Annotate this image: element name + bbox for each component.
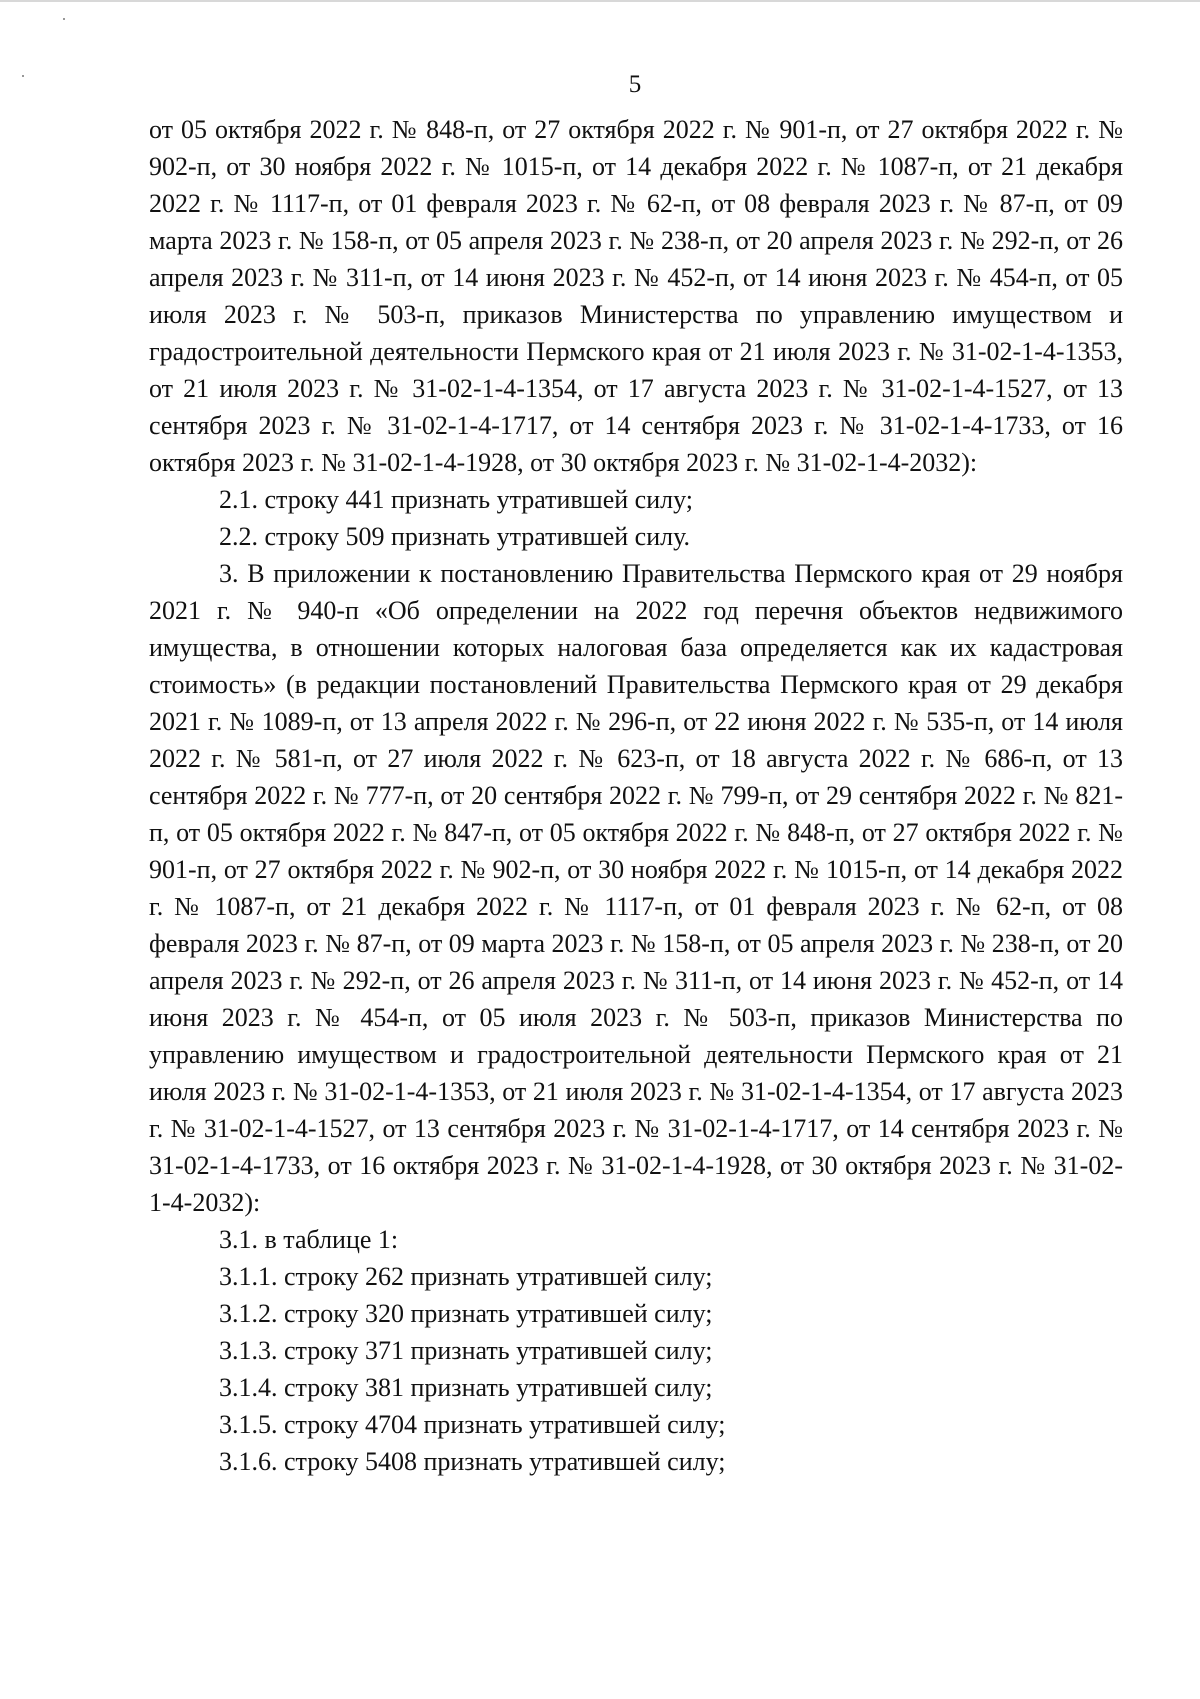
paragraph-continuation: от 05 октября 2022 г. № 848-п, от 27 октября 2022 г. № 901-п, от 27 октября 2022 г. № 902-п, от 30 ноября 2022 г. № 1015-п, от 14 декабря 2022 г. № 1087-п, от 21 декабря 2022 г. № 1117-п, от 01 февраля 2023 г. № 62-п, от 08 февраля 2023 г. № 87-п, от 09 марта 2023 г. № 158-п, от 05 апреля 2023 г. № 238-п, от 20 апреля 2023 г. № 292-п, от 26 апреля 2023 г. № 311-п, от 14 июня 2023 г. № 452-п, от 14 июня 2023 г. № 454-п, от 05 июля 2023 г. № 503-п, приказов Министерства по управлению имуществом и градостроительной деятельности Пермского края от 21 июля 2023 г. № 31-02-1-4-1353, от 21 июля 2023 г. № 31-02-1-4-1354, от 17 августа 2023 г. № 31-02-1-4-1527, от 13 сентября 2023 г. № 31-02-1-4-1717, от 14 сентября 2023 г. № 31-02-1-4-1733, от 16 октября 2023 г. № 31-02-1-4-1928, от 30 октября 2023 г. № 31-02-1-4-2032):	[149, 115, 1123, 477]
clause-3-1-5: 3.1.5. строку 4704 признать утратившей силу;	[219, 1410, 726, 1439]
clause-3-1-6: 3.1.6. строку 5408 признать утратившей силу;	[219, 1447, 726, 1476]
clause-3-1-1: 3.1.1. строку 262 признать утратившей силу;	[219, 1262, 713, 1291]
clause-2-2: 2.2. строку 509 признать утратившей силу.	[219, 522, 690, 551]
clause-3-1: 3.1. в таблице 1:	[219, 1225, 399, 1254]
clause-3-1-2: 3.1.2. строку 320 признать утратившей силу;	[219, 1299, 713, 1328]
clause-3-1-4: 3.1.4. строку 381 признать утратившей силу;	[219, 1373, 713, 1402]
clause-3: 3. В приложении к постановлению Правительства Пермского края от 29 ноября 2021 г. № 940-п «Об определении на 2022 год перечня объектов недвижимого имущества, в отношении которых налоговая база определяется как их кадастровая стоимость» (в редакции постановлений Правительства Пермского края от 29 декабря 2021 г. № 1089-п, от 13 апреля 2022 г. № 296-п, от 22 июня 2022 г. № 535-п, от 14 июля 2022 г. № 581-п, от 27 июля 2022 г. № 623-п, от 18 августа 2022 г. № 686-п, от 13 сентября 2022 г. № 777-п, от 20 сентября 2022 г. № 799-п, от 29 сентября 2022 г. № 821-п, от 05 октября 2022 г. № 847-п, от 05 октября 2022 г. № 848-п, от 27 октября 2022 г. № 901-п, от 27 октября 2022 г. № 902-п, от 30 ноября 2022 г. № 1015-п, от 14 декабря 2022 г. № 1087-п, от 21 декабря 2022 г. № 1117-п, от 01 февраля 2023 г. № 62-п, от 08 февраля 2023 г. № 87-п, от 09 марта 2023 г. № 158-п, от 05 апреля 2023 г. № 238-п, от 20 апреля 2023 г. № 292-п, от 26 апреля 2023 г. № 311-п, от 14 июня 2023 г. № 452-п, от 14 июня 2023 г. № 454-п, от 05 июля 2023 г. № 503-п, приказов Министерства по управлению имуществом и градостроительной деятельности Пермского края от 21 июля 2023 г. № 31-02-1-4-1353, от 21 июля 2023 г. № 31-02-1-4-1354, от 17 августа 2023 г. № 31-02-1-4-1527, от 13 сентября 2023 г. № 31-02-1-4-1717, от 14 сентября 2023 г. № 31-02-1-4-1733, от 16 октября 2023 г. № 31-02-1-4-1928, от 30 октября 2023 г. № 31-02-1-4-2032):	[149, 559, 1123, 1217]
document-body	[149, 111, 1123, 1480]
scan-speck	[63, 18, 65, 20]
page-number: 5	[628, 71, 642, 98]
scan-top-edge	[0, 0, 1200, 2]
clause-2-1: 2.1. строку 441 признать утратившей силу;	[219, 485, 693, 514]
clause-3-1-3: 3.1.3. строку 371 признать утратившей силу;	[219, 1336, 713, 1365]
